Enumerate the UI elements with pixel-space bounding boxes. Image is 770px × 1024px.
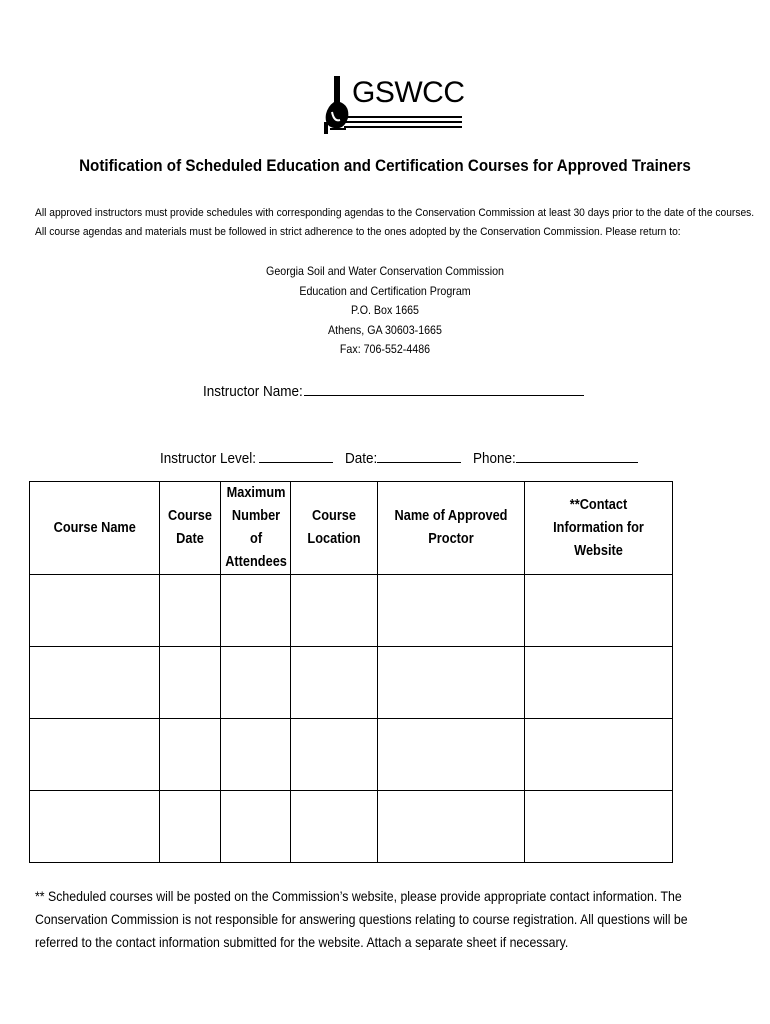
address-line: Athens, GA 30603-1665 [328,323,442,337]
table-header-row [30,482,673,575]
gswcc-logo [322,72,465,138]
courses-table [29,481,673,863]
phone-label: Phone: [472,450,516,467]
instructor-info-row [160,448,638,467]
header-proctor: Name of Approved Proctor [378,482,525,575]
table-cell[interactable] [291,791,378,863]
header-course-name: Course Name [30,482,160,575]
table-cell[interactable] [221,575,291,647]
intro-paragraph: All approved instructors must provide schedules with corresponding agendas to the Conservation Commission at least 30 days prior to the date of the courses. All course agendas and materials must be followed in strict adherence to the ones adopted by the Conservation Commission. Please return to: [35,207,755,238]
table-cell[interactable] [291,647,378,719]
header-course-location: Course Location [291,482,378,575]
table-cell[interactable] [525,647,673,719]
table-cell[interactable] [160,791,221,863]
table-cell[interactable] [221,647,291,719]
instructor-name-row [203,381,584,400]
table-cell[interactable] [160,647,221,719]
address-line: Education and Certification Program [299,284,471,298]
logo-text: GSWCC [352,76,465,109]
table-row [30,791,673,863]
instructor-name-field[interactable] [304,381,584,396]
table-cell[interactable] [525,719,673,791]
date-field[interactable] [377,448,461,463]
table-cell[interactable] [160,575,221,647]
date-label: Date: [344,450,378,467]
table-row [30,575,673,647]
instructor-level-label: Instructor Level: [160,450,257,467]
address-line: P.O. Box 1665 [350,304,419,317]
return-address [0,262,770,360]
table-cell[interactable] [221,719,291,791]
table-cell[interactable] [378,791,525,863]
header-contact: **Contact Information for Website [525,482,673,575]
logo-lines [344,116,462,131]
table-row [30,719,673,791]
table-cell[interactable] [291,575,378,647]
table-cell[interactable] [378,575,525,647]
footnote: ** Scheduled courses will be posted on the Commission’s website, please provide appropriate contact information. The Conservation Commission is not responsible for answering questions relating to course registration. All questions will be referred to the contact information submitted for the website. Attach a separate sheet if necessary. [35,888,688,950]
table-row [30,647,673,719]
table-cell[interactable] [30,647,160,719]
table-cell[interactable] [378,719,525,791]
table-cell[interactable] [378,647,525,719]
page-title: Notification of Scheduled Education and Certification Courses for Approved Trainers [79,157,691,175]
instructor-level-field[interactable] [259,448,333,463]
table-cell[interactable] [525,575,673,647]
table-cell[interactable] [160,719,221,791]
table-cell[interactable] [291,719,378,791]
table-cell[interactable] [30,791,160,863]
table-cell[interactable] [30,719,160,791]
instructor-name-label: Instructor Name: [203,383,303,400]
header-max-attendees: Maximum Number of Attendees [221,482,291,575]
table-cell[interactable] [525,791,673,863]
table-cell[interactable] [221,791,291,863]
phone-field[interactable] [516,448,638,463]
header-course-date: Course Date [160,482,221,575]
table-cell[interactable] [30,575,160,647]
address-line: Georgia Soil and Water Conservation Commission [266,265,504,278]
address-line: Fax: 706-552-4486 [339,343,431,356]
